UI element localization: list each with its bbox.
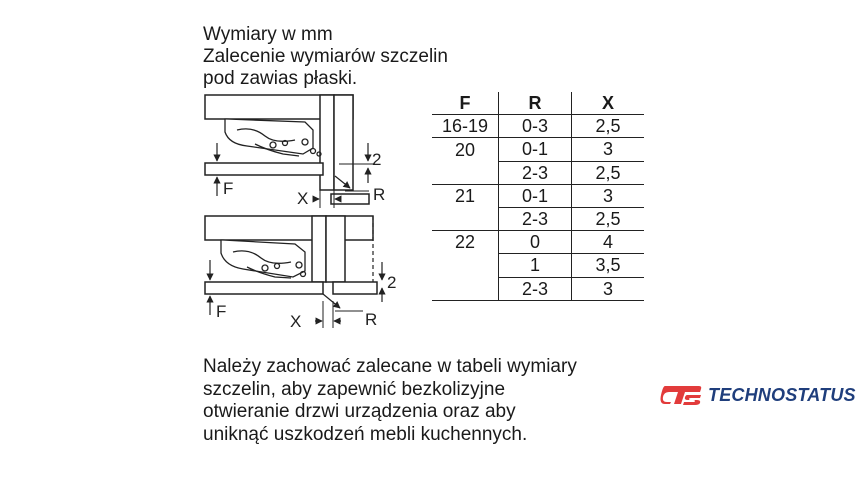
hinge-icon [225, 119, 321, 156]
table-row [432, 254, 644, 277]
note-line: Należy zachować zalecane w tabeli wymiary [203, 356, 577, 377]
cell-f: 22 [454, 232, 476, 253]
label-r: R [373, 185, 386, 204]
cell-f: 21 [454, 186, 476, 207]
cell-x: 2,5 [572, 115, 645, 138]
label-f: F [223, 179, 234, 198]
cell-x: 3 [572, 138, 645, 161]
table-row [432, 207, 644, 230]
heading-line: Zalecenie wymiarów szczelin [203, 46, 448, 67]
heading [203, 24, 448, 90]
hinge-diagram [195, 88, 425, 338]
label-x: X [297, 189, 309, 208]
top-hinge-diagram [205, 95, 385, 208]
cell-r: 2-3 [499, 207, 572, 230]
cell-r: 2-3 [499, 161, 572, 184]
table-row [432, 231, 644, 254]
cell-r: 0 [499, 231, 572, 254]
cell-r: 0-1 [499, 184, 572, 207]
cabinet-bottom-panel [205, 282, 323, 294]
note-line: uniknąć uszkodzeń mebli kuchennych. [203, 423, 528, 445]
table-row [432, 277, 644, 300]
hinge-icon [221, 240, 306, 278]
cell-r: 0-3 [499, 115, 572, 138]
note-line: szczelin, aby zapewnić bezkolizyjne [203, 378, 506, 400]
cell-r: 2-3 [499, 277, 572, 300]
heading-line: pod zawias płaski. [203, 68, 358, 89]
label-x: X [290, 312, 302, 331]
label-r: R [365, 310, 378, 329]
cell-r: 0-1 [499, 138, 572, 161]
label-f: F [216, 302, 227, 321]
column-header-f: F [432, 92, 499, 115]
door-panel [312, 216, 326, 282]
cabinet-bottom-panel [205, 163, 323, 175]
logo-text: TECHNOSTATUS [708, 384, 856, 405]
cabinet-top-panel [205, 216, 373, 240]
ts-logo-mark-icon [661, 383, 703, 407]
column-header-r: R [499, 92, 572, 115]
cell-x: 4 [572, 231, 645, 254]
cell-f [432, 254, 499, 277]
note-line: otwieranie drzwi urządzenia oraz aby [203, 401, 516, 422]
table-header-row [432, 92, 644, 115]
cell-x: 3,5 [572, 254, 645, 277]
cell-f: 20 [454, 139, 476, 160]
cell-f: 16-19 [432, 115, 499, 138]
technostatus-logo [661, 383, 856, 407]
gap-dimension-table [432, 92, 644, 301]
table-row [432, 184, 644, 207]
cell-x: 2,5 [572, 207, 645, 230]
column-header-x: X [572, 92, 645, 115]
furniture-door-panel [326, 216, 345, 282]
cell-x: 2,5 [572, 161, 645, 184]
cell-f [432, 207, 499, 230]
cell-x: 3 [572, 184, 645, 207]
cell-f [432, 277, 499, 300]
bottom-hinge-diagram [205, 216, 396, 331]
heading-line: Wymiary w mm [203, 24, 333, 45]
label-2: 2 [387, 273, 397, 292]
cell-f [432, 161, 499, 184]
table-row [432, 161, 644, 184]
table-row [432, 115, 644, 138]
lower-panel [333, 282, 377, 294]
furniture-door-panel [334, 95, 353, 190]
instruction-note [203, 356, 577, 446]
cell-x: 3 [572, 277, 645, 300]
label-2: 2 [372, 150, 382, 169]
cell-r: 1 [499, 254, 572, 277]
table-row [432, 138, 644, 161]
